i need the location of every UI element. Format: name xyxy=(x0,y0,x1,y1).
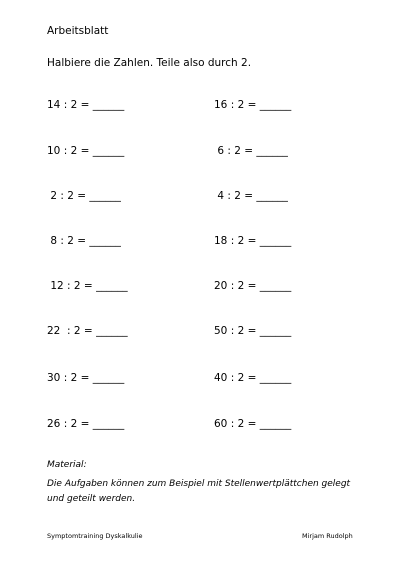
problem-14: 14 : 2 = ______ xyxy=(47,99,125,111)
problem-20: 20 : 2 = ______ xyxy=(214,280,292,292)
problem-2: 2 : 2 = ______ xyxy=(47,190,121,202)
problem-12: 12 : 2 = ______ xyxy=(47,280,128,292)
worksheet-title: Arbeitsblatt xyxy=(47,25,109,37)
problem-50: 50 : 2 = ______ xyxy=(214,325,292,337)
footer-right: Mirjam Rudolph xyxy=(302,532,353,540)
problem-16: 16 : 2 = ______ xyxy=(214,99,292,111)
problem-18: 18 : 2 = ______ xyxy=(214,235,292,247)
instruction-text: Halbiere die Zahlen. Teile also durch 2. xyxy=(47,57,252,69)
problem-10: 10 : 2 = ______ xyxy=(47,145,125,157)
problem-60: 60 : 2 = ______ xyxy=(214,418,292,430)
problem-4: 4 : 2 = ______ xyxy=(214,190,288,202)
footer-left: Symptomtraining Dyskalkulie xyxy=(47,532,143,540)
material-text-line-2: und geteilt werden. xyxy=(47,494,136,504)
problem-30: 30 : 2 = ______ xyxy=(47,372,125,384)
problem-40: 40 : 2 = ______ xyxy=(214,372,292,384)
material-heading: Material: xyxy=(47,460,87,470)
problem-26: 26 : 2 = ______ xyxy=(47,418,125,430)
problem-8: 8 : 2 = ______ xyxy=(47,235,121,247)
problem-22: 22 : 2 = ______ xyxy=(47,325,128,337)
material-text-line-1: Die Aufgaben können zum Beispiel mit Stellenwertplättchen gelegt xyxy=(47,479,351,489)
problem-6: 6 : 2 = ______ xyxy=(214,145,288,157)
